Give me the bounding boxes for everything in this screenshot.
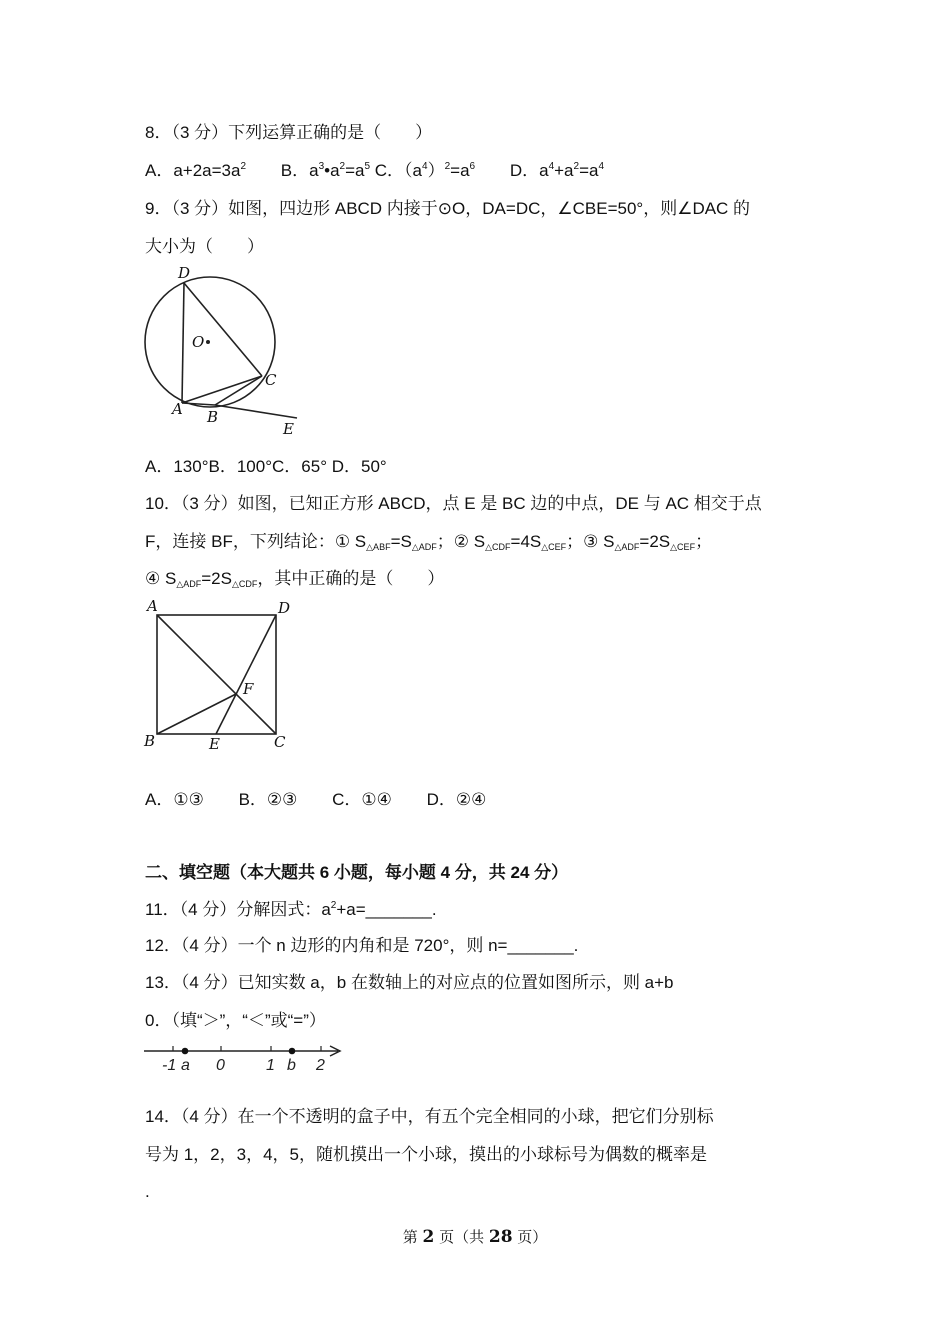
q9-label-a: A [172,400,183,418]
q12-text: 12．（4 分）一个 n 边形的内角和是 720°，则 n=_______. [145,936,579,955]
q9-segment-ab [182,403,215,405]
q10-square-figure [140,596,300,756]
q10-diagonal-ac [157,615,276,734]
total-page-number: 28 [488,1227,513,1247]
q9-center-dot [206,340,210,344]
tick-label-0: 0 [216,1057,225,1074]
q9-circle-figure [140,262,310,440]
q13-stem-line1: 13．（4 分）已知实数 a，b 在数轴上的对应点的位置如图所示，则 a+b [145,973,674,992]
q8-option-b: B．$a^3•a^2=a^5$ [280,161,371,180]
q9-segment-ac [182,376,262,403]
q9-segment-da [182,283,184,403]
q8-options [145,159,810,183]
q13-number-line [140,1040,350,1074]
q10-stem-line3: ④ $S_{\triangle ADF}=2S_{\triangle CDF}$，其中正确的是（ ） [145,569,445,589]
section2-heading: 二、填空题（本大题共 6 小题，每小题 4 分，共 24 分） [145,863,569,882]
q9-stem-line2: 大小为（ ） [145,237,264,256]
point-label-b: b [287,1057,296,1074]
q13-stem-line2: 0．（填“＞”，“＜”或“=”） [145,1011,326,1030]
q10-label-d: D [278,599,291,617]
q9-label-o: O [192,333,205,351]
page-footer: 第 2 页（共 28 页） [402,1227,548,1247]
q9-label-e: E [283,420,294,438]
q14-stem-line3: . [145,1182,150,1201]
q10-label-f: F [243,680,254,698]
q8-option-c: C．$(a^4)^2=a^6$ [374,161,476,180]
q11-text: 11．（4 分）分解因式：$a^2+a=\_\_\_\_\_\_\_$. [145,900,437,919]
tick-label-1: 1 [266,1057,275,1074]
q10-stem-line1: 10．（3 分）如图，已知正方形 ABCD，点 E 是 BC 边的中点，DE 与 AC 相交于点 [145,494,762,513]
q9-label-b: B [207,408,219,426]
point-b [289,1048,296,1055]
q14-stem-line2: 号为 1，2，3，4，5，随机摸出一个小球，摸出的小球标号为偶数的概率是 [145,1145,707,1164]
current-page-number: 2 [422,1227,435,1247]
q10-label-e: E [209,735,220,753]
q14-stem-line1: 14．（4 分）在一个不透明的盒子中，有五个完全相同的小球，把它们分别标 [145,1107,714,1126]
q9-label-c: C [265,371,277,389]
q8-stem: 8．（3 分）下列运算正确的是（ ） [145,123,433,142]
q8-option-a: A．$a+2a=3a^2$ [145,161,247,180]
q10-label-a: A [147,597,158,615]
point-a [182,1048,189,1055]
q10-options [145,788,810,812]
q10-label-c: C [274,733,286,751]
q9-options: A．130°B．100°C．65° D．50° [145,457,387,476]
q10-option-b: B．②③ [238,790,298,809]
q10-segment-bf [157,694,236,734]
point-label-a: a [181,1057,190,1074]
q9-segment-dc [184,283,262,376]
q9-ray-be [215,405,297,418]
q8-option-d: D．$a^4+a^2=a^4$ [509,161,605,180]
q9-stem-line1: 9．（3 分）如图，四边形 ABCD 内接于⊙O，DA=DC，∠CBE=50°，则∠DAC 的 [145,199,751,218]
tick-label-2: 2 [316,1057,325,1074]
q10-label-b: B [144,732,156,750]
q10-stem-line2: F，连接 BF，下列结论：① $S_{\triangle ABF}=S_{\triangle ADF}$；② $S_{\triangle CDF}=4S_{\triangle CEF}$；③ $S_{\triangle ADF}=2S_{\triangle CEF}$； [145,532,713,552]
tick-label-minus-1: -1 [162,1057,177,1074]
q10-option-d: D．②④ [426,790,487,809]
q9-label-d: D [178,264,191,282]
q10-option-a: A．①③ [145,790,204,809]
q10-segment-de [216,615,276,734]
q10-option-c: C．①④ [332,790,392,809]
